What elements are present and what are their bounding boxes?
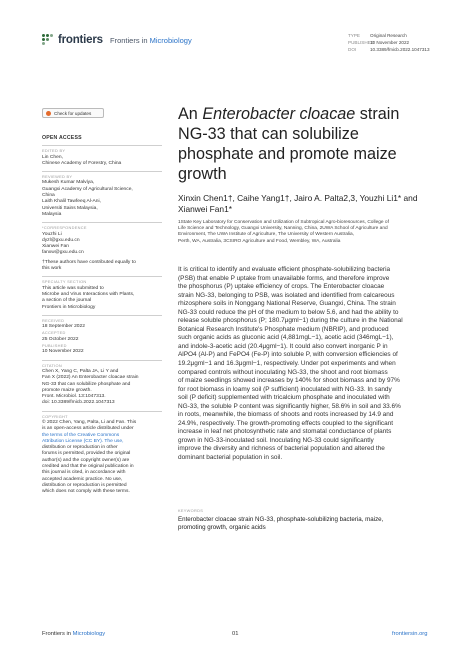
published-date: 10 November 2022	[42, 349, 84, 355]
affiliation-line: Life Science and Technology, Guangxi University, Nanning, China, 2UWA School of Agriculture and	[178, 226, 388, 232]
reviewer-line: Laith Khalil Tawfeeq Al-Ani,	[42, 199, 101, 205]
affiliation-line: 1State Key Laboratory for Conservation and Utilization of Subtropical Agro-bioresources, College of	[178, 220, 389, 225]
abstract-line: release soluble phosphorus (P; 180.7μgml−1) during the culture in the National	[178, 317, 403, 325]
editor-line: Chinese Academy of Forestry, China	[42, 160, 122, 166]
article-meta	[348, 32, 430, 53]
edited-by-section	[42, 145, 162, 167]
page-number: 01	[232, 631, 239, 637]
frontiers-dots-icon	[42, 34, 54, 46]
accepted-date: 25 October 2022	[42, 336, 79, 342]
reviewed-by-section	[42, 171, 162, 218]
correspondent-name: Youzhi Li	[42, 231, 62, 237]
abstract-line: Botanical Research Institute's Phosphate medium (NBRIP), and produced	[178, 325, 389, 333]
equal-contribution-note: this work	[42, 266, 62, 272]
journal-title: Microbiology	[149, 36, 192, 45]
abstract-line: the phosphorus (P) uptake efficiency of crops. The Enterobacter cloacae	[178, 283, 385, 291]
abstract-line: of maize seedlings showed increases by 140% for shoot biomass and by 97%	[178, 377, 400, 385]
journal-name[interactable]	[110, 36, 192, 45]
abstract-line: and indole-3-acetic acid (20.4μgml−1). It could also convert inorganic P in	[178, 342, 388, 350]
abstract-line: 19.2μgml−1 and 16.3μgml−1, respectively. Under pot experiments and when	[178, 360, 396, 368]
reviewer-line: China	[42, 193, 55, 199]
keywords-label: KEYWORDS	[178, 508, 204, 513]
abstract-line: soil (P deficit) supplemented with tricalcium phosphate and inoculated with	[178, 394, 390, 402]
abstract-line: such organic acids as gluconic acid (4,881mgL−1), acetic acid (346mgL−1),	[178, 334, 394, 342]
copyright-label: COPYRIGHT	[42, 413, 68, 419]
copyright-line: distribution or reproduction is permitted	[42, 482, 127, 488]
copyright-line: author(s) and the copyright owner(s) are	[42, 457, 130, 463]
specialty-line: Frontiers in Microbiology	[42, 304, 96, 310]
abstract-line: for root biomass in loamy soil (P sufficient) inoculated with NG-33. In sandy	[178, 385, 392, 393]
abstract-line: NG-33, the soluble P content was significantly higher, 58.6% in soil and 33.6%	[178, 402, 401, 410]
abstract-line: NG-33 could reduce the pH of the medium to below 5.6, and had the ability to	[178, 308, 399, 316]
editor-line: Lin Chen,	[42, 154, 63, 160]
abstract-line: strain NG-33, belonging to PSB, was isolated and identified from calcareous	[178, 291, 395, 299]
reviewed-by-label: REVIEWED BY	[42, 174, 73, 180]
footer-journal-name: Microbiology	[72, 631, 106, 637]
reviewer-line: Universiti Sains Malaysia,	[42, 205, 98, 211]
reviewer-line: Mukesh Kumar Malviya,	[42, 180, 95, 186]
title-line: growth	[178, 165, 227, 183]
check-updates-label: Check for updates	[54, 110, 92, 116]
affiliation-line: Perth, WA, Australia, 3CSIRO Agriculture and Food, Wembley, WA, Australia	[178, 238, 341, 244]
received-label: RECEIVED	[42, 317, 65, 323]
abstract-line: in roots, meanwhile, the biomass of shoots and roots increased by 14.9 and	[178, 411, 394, 419]
footer-journal[interactable]	[42, 631, 105, 637]
correspondence-section	[42, 222, 162, 272]
correspondent-email[interactable]: dyzl@gxu.edu.cn	[42, 237, 80, 243]
edited-by-label: EDITED BY	[42, 148, 66, 154]
copyright-line: credited and that the original publication in	[42, 464, 134, 470]
copyright-line: is an open-access article distributed under	[42, 426, 134, 432]
title-line: phosphate and promote maize	[178, 145, 397, 163]
abstract-line: dominant bacterial population in soil.	[178, 454, 283, 462]
reviewer-line: Malaysia	[42, 211, 62, 217]
citation-line: doi: 10.3389/fmicb.2022.1047313	[42, 400, 115, 406]
copyright-line: this journal is cited, in accordance with	[42, 470, 126, 476]
abstract-line: AlPO4 (Al-P) and FePO4 (Fe-P) into soluble P, with conversion efficiencies of	[178, 351, 398, 359]
meta-type: TYPE Original Research	[348, 33, 407, 38]
affiliation-line: Environment, The UWA Institute of Agriculture, The University of Western Australia,	[178, 232, 355, 238]
copyright-section	[42, 411, 162, 496]
abstract-line: 24.9%, respectively. The growth-promoting effects coupled to the significant	[178, 419, 394, 427]
abstract-line: compared controls without inoculating NG-33, the shoot and root biomass	[178, 368, 388, 376]
meta-published: PUBLISHED10 November 2022	[348, 40, 410, 45]
meta-doi: DOI 10.3389/fmicb.2022.1047313	[348, 47, 430, 52]
citation-label: CITATION	[42, 362, 62, 368]
citation-line: Chen X, Yang C, Palta JA, Li Y and	[42, 368, 119, 374]
footer-journal-prefix: Frontiers in	[42, 631, 71, 637]
equal-contribution-note: †These authors have contributed equally to	[42, 259, 136, 265]
species-name: Enterobacter cloacae	[202, 105, 356, 123]
copyright-line: which does not comply with these terms.	[42, 489, 130, 495]
title-line: An Enterobacter cloacae strain	[178, 105, 400, 123]
abstract-line: It is critical to identify and evaluate efficient phosphate-solubilizing bacteria	[178, 266, 391, 273]
title-line: NG-33 that can solubilize	[178, 125, 359, 143]
published-label: PUBLISHED	[42, 343, 67, 349]
abstract-line: improve the diversity and richness of bacterial population and altered the	[178, 445, 385, 453]
copyright-line: distribution or reproduction in other	[42, 445, 118, 451]
specialty-line: Microbe and Virus Interactions with Plants,	[42, 291, 135, 297]
footer-site-link[interactable]: frontiersin.org	[392, 631, 428, 637]
citation-line: Front. Microbiol. 13:1047313.	[42, 394, 106, 400]
author-list	[178, 193, 438, 215]
specialty-label: SPECIALTY SECTION	[42, 279, 87, 285]
frontiers-logo[interactable]	[42, 34, 103, 46]
article-sidebar	[42, 135, 162, 496]
affiliations	[178, 220, 438, 245]
specialty-line: a section of the journal	[42, 298, 92, 304]
correspondence-label: *CORRESPONDENCE	[42, 225, 87, 231]
received-date: 18 September 2022	[42, 324, 85, 330]
journal-prefix: Frontiers in	[110, 36, 148, 45]
cc-license-link[interactable]: the terms of the Creative Commons	[42, 432, 120, 438]
keywords-line: promoting growth, organic acids	[178, 524, 266, 532]
open-access-label: OPEN ACCESS	[42, 135, 82, 141]
copyright-line: © 2022 Chen, Yang, Palta, Li and Fan. This	[42, 419, 137, 425]
citation-line: Fan X (2022) An Enterobacter cloacae strain	[42, 375, 139, 381]
abstract-line: increase in leaf net photosynthetic rate and stomatal conductance of plants	[178, 428, 392, 436]
specialty-line: This article was submitted to	[42, 285, 104, 291]
abstract	[178, 266, 438, 463]
logo-text: frontiers	[58, 34, 103, 46]
copyright-line: forums is permitted, provided the original	[42, 451, 131, 457]
reviewer-line: Guangxi Academy of Agricultural Science,	[42, 186, 133, 192]
author-line: Xinxin Chen1†, Caihe Yang1†, Jairo A. Palta2,3, Youzhi Li1* and	[178, 193, 418, 203]
citation-section	[42, 360, 162, 407]
specialty-section	[42, 276, 162, 310]
author-line: Xianwei Fan1*	[178, 204, 233, 214]
cc-license-link[interactable]: Attribution License (CC BY). The use,	[42, 438, 124, 444]
correspondent-name: Xianwei Fan	[42, 244, 69, 250]
abstract-line: grown in NG-33-inoculated soil. Inoculating NG-33 could significantly	[178, 436, 374, 444]
crossmark-icon	[46, 111, 51, 116]
correspondent-email[interactable]: fanxw@gxu.edu.cn	[42, 250, 84, 256]
article-title	[178, 104, 448, 184]
dates-section	[42, 315, 162, 356]
accepted-label: ACCEPTED	[42, 330, 66, 336]
abstract-line: (PSB) that enable P uptake from unavailable forms, and therefore improve	[178, 274, 390, 282]
abstract-line: rhizosphere soils in Nonggang National Reserve, Guangxi, China. The strain	[178, 300, 396, 308]
citation-line: NG-33 that can solubilize phosphate and	[42, 381, 131, 387]
keywords	[178, 516, 438, 532]
keywords-line: Enterobacter cloacae strain NG-33, phosphate-solubilizing bacteria, maize,	[178, 516, 384, 523]
check-updates-button[interactable]	[42, 108, 104, 118]
copyright-line: accepted academic practice. No use,	[42, 476, 123, 482]
citation-line: promote maize growth.	[42, 387, 92, 393]
